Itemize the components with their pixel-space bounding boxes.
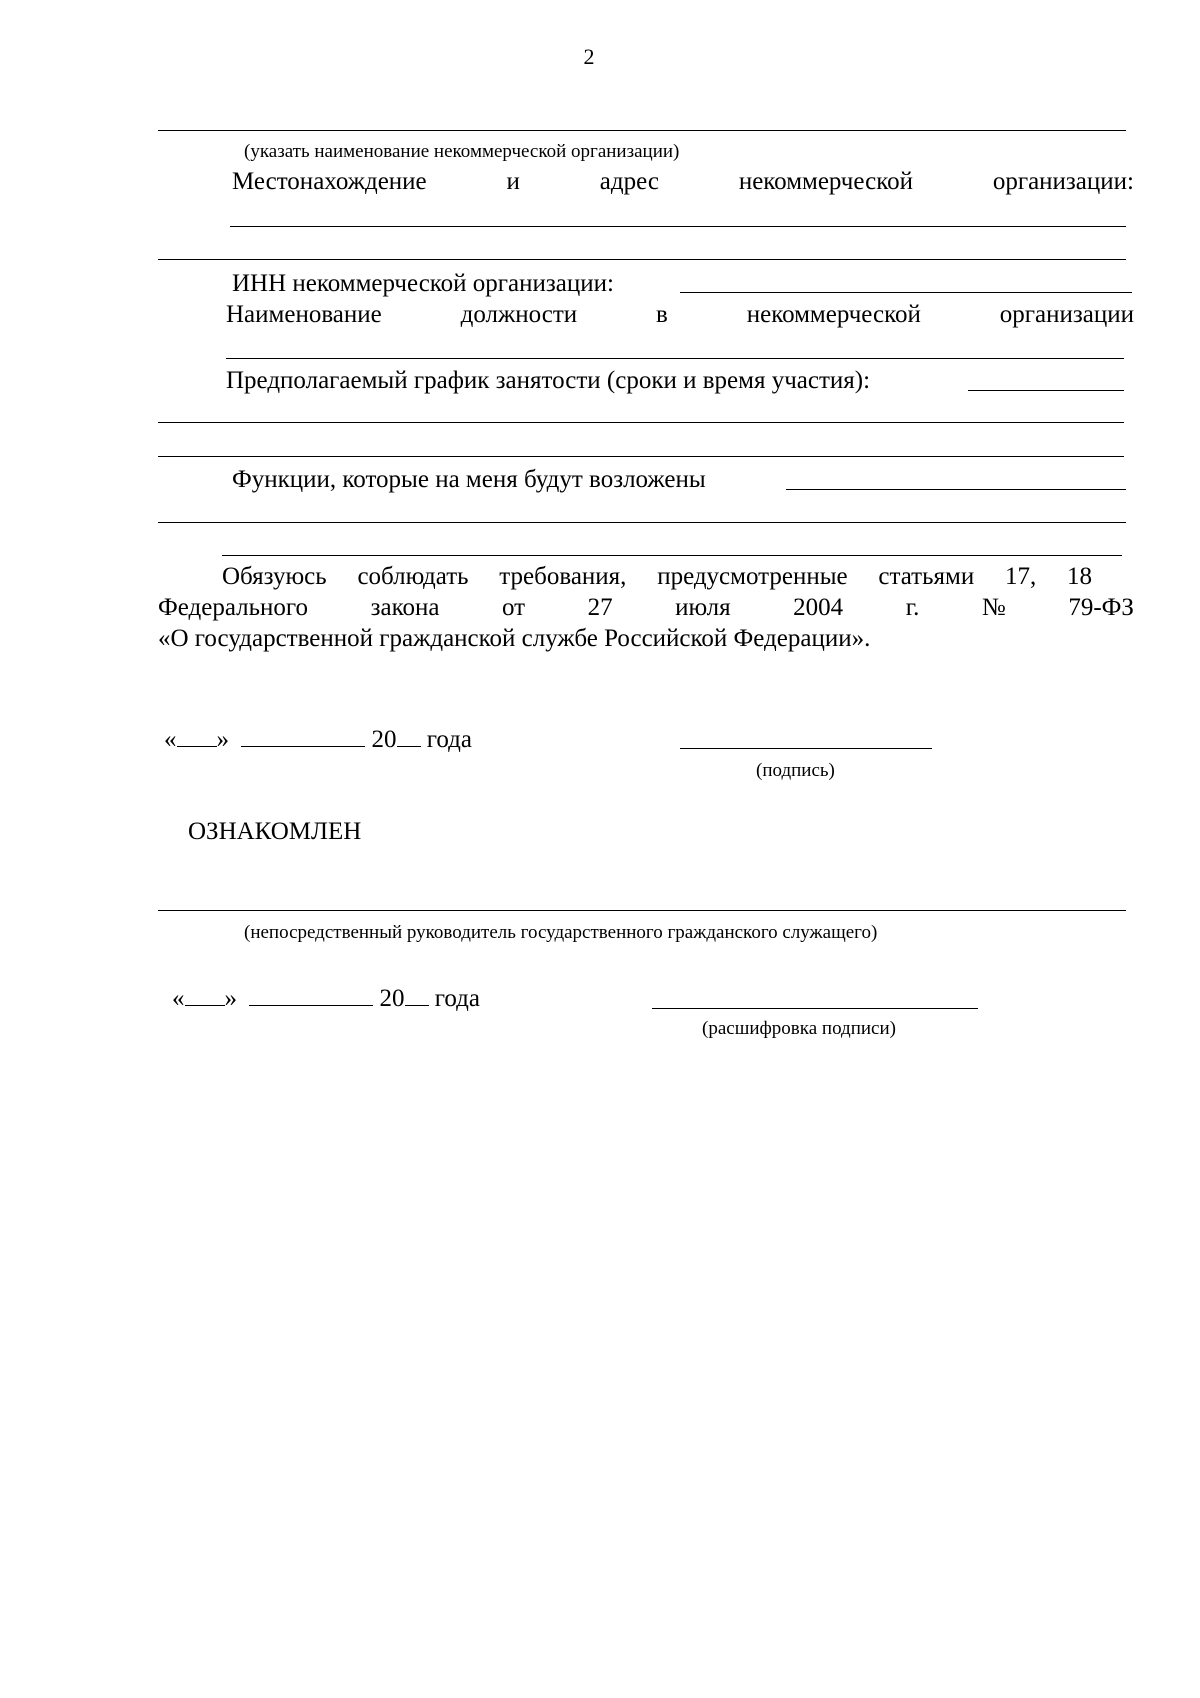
- schedule-line-2: [158, 422, 1124, 423]
- commitment-word: 17,: [1004, 563, 1037, 590]
- month-blank: [241, 724, 365, 747]
- position-word: некоммерческой: [746, 301, 921, 328]
- page-number: 2: [583, 44, 595, 69]
- year-blank: [405, 983, 429, 1006]
- functions-line-2: [158, 522, 1126, 523]
- functions-line-1: [786, 489, 1126, 490]
- position-label: [226, 301, 1134, 329]
- org-name-line: [158, 130, 1126, 131]
- commitment-word: предусмотренные: [657, 563, 848, 590]
- day-blank: [185, 983, 225, 1006]
- functions-line-3: [222, 555, 1122, 556]
- commitment-word: 79-ФЗ: [1068, 594, 1134, 621]
- day-blank: [177, 724, 217, 747]
- location-label: [232, 168, 1134, 196]
- location-line-1: [230, 226, 1126, 227]
- date-close-quote: »: [224, 985, 237, 1012]
- location-word: некоммерческой: [738, 168, 913, 195]
- inn-line: [680, 292, 1132, 293]
- year-word: года: [426, 726, 472, 753]
- commitment-word: закона: [370, 594, 440, 621]
- commitment-word: №: [981, 594, 1006, 621]
- schedule-line-1: [968, 390, 1124, 391]
- commitment-word: 18: [1066, 563, 1092, 590]
- year-prefix: 20: [371, 726, 397, 753]
- manager-caption: (непосредственный руководитель государственного гражданского служащего): [244, 922, 878, 943]
- location-word: и: [506, 168, 520, 195]
- location-line-2: [158, 259, 1126, 260]
- commitment-line-2: [158, 594, 1134, 622]
- year-word: года: [434, 985, 480, 1012]
- functions-label: Функции, которые на меня будут возложены: [232, 466, 706, 493]
- location-word: адрес: [599, 168, 659, 195]
- location-word: Местонахождение: [232, 168, 427, 195]
- manager-line: [158, 910, 1126, 911]
- position-word: в: [656, 301, 668, 328]
- year-blank: [397, 724, 421, 747]
- date-open-quote: «: [164, 726, 177, 753]
- commitment-word: соблюдать: [357, 563, 469, 590]
- position-word: должности: [460, 301, 578, 328]
- date-row-1: [164, 724, 472, 754]
- acknowledged-heading: ОЗНАКОМЛЕН: [188, 818, 362, 845]
- date-close-quote: »: [216, 726, 229, 753]
- commitment-word: г.: [905, 594, 920, 621]
- month-blank: [249, 983, 373, 1006]
- org-name-caption: (указать наименование некоммерческой организации): [244, 141, 680, 162]
- decode-caption: (расшифровка подписи): [702, 1018, 896, 1039]
- date-open-quote: «: [172, 985, 185, 1012]
- commitment-line-1: [222, 563, 1092, 591]
- commitment-word: статьями: [878, 563, 975, 590]
- commitment-line-3: «О государственной гражданской службе Российской Федерации».: [158, 625, 871, 652]
- location-word: организации:: [992, 168, 1134, 195]
- signature-line: [680, 748, 932, 749]
- date-row-2: [172, 983, 480, 1013]
- position-word: Наименование: [226, 301, 382, 328]
- schedule-line-3: [158, 456, 1124, 457]
- commitment-word: от: [501, 594, 526, 621]
- year-prefix: 20: [379, 985, 405, 1012]
- decode-line: [652, 1008, 978, 1009]
- commitment-word: требования,: [499, 563, 627, 590]
- commitment-word: Федерального: [158, 594, 309, 621]
- schedule-label: Предполагаемый график занятости (сроки и время участия):: [226, 367, 871, 394]
- signature-caption: (подпись): [756, 760, 835, 781]
- commitment-word: июля: [675, 594, 731, 621]
- position-word: организации: [999, 301, 1134, 328]
- inn-label: ИНН некоммерческой организации:: [232, 270, 614, 297]
- position-line: [226, 358, 1124, 359]
- commitment-word: 27: [587, 594, 613, 621]
- commitment-word: Обязуюсь: [222, 563, 327, 590]
- commitment-word: 2004: [793, 594, 844, 621]
